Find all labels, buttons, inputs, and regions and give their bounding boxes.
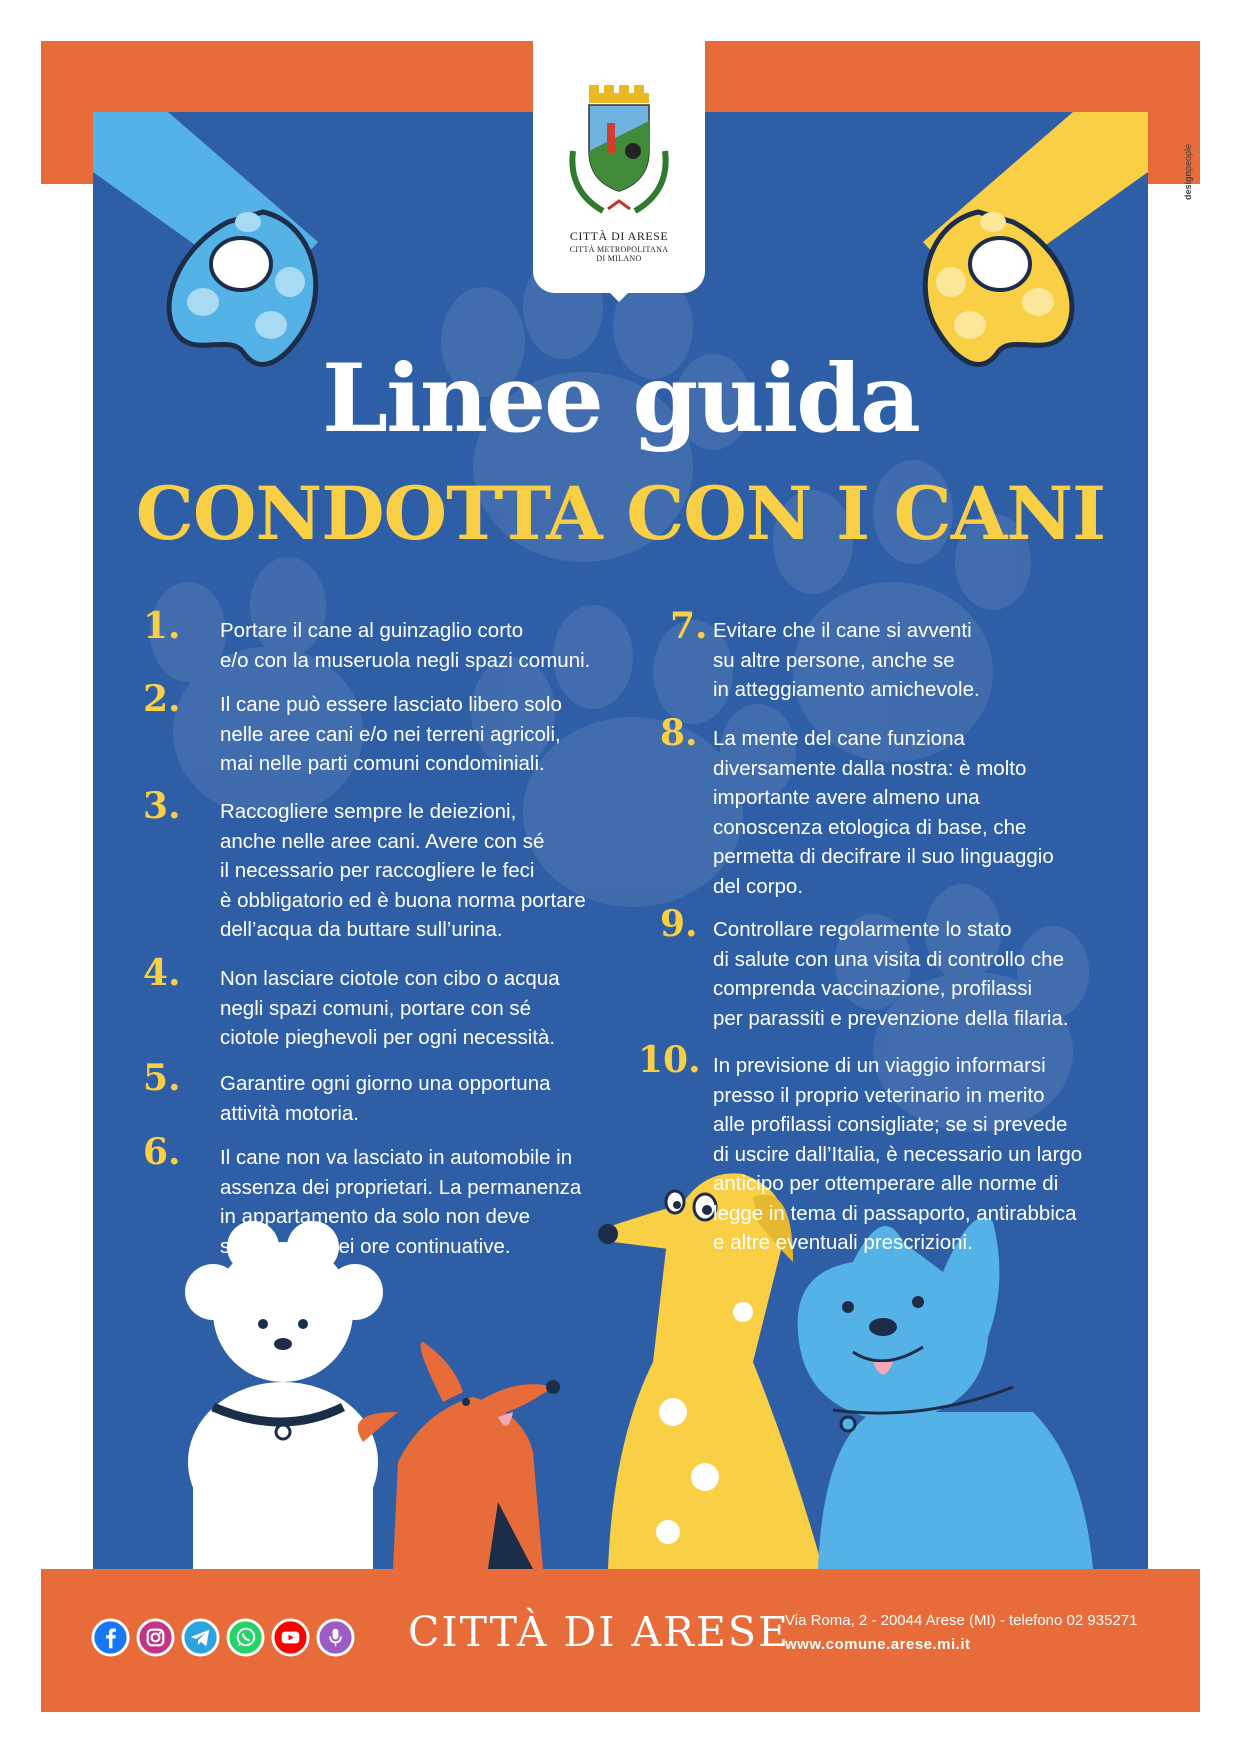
page-subtitle: CONDOTTA CON I CANI (135, 471, 1106, 557)
rule-text-9: Controllare regolarmente lo stato di salute con una visita di controllo che comprenda vaccinazione, profilassi per parassiti e prevenzione della filaria. (713, 918, 1069, 1030)
rule-number-3: 3. (143, 785, 181, 827)
footer-title: CITTÀ DI ARESE (408, 1608, 790, 1656)
rule-number-6: 6. (143, 1131, 181, 1173)
crest-name: CITTÀ DI ARESE (569, 229, 669, 243)
facebook-icon[interactable] (91, 1618, 130, 1657)
rule-number-1: 1. (143, 605, 181, 647)
rule-number-4: 4. (143, 952, 181, 994)
rule-number-8: 8. (660, 712, 698, 754)
crest-subtitle-line1: CITTÀ METROPOLITANA (569, 245, 669, 254)
rule-text-10: In previsione di un viaggio informarsi presso il proprio veterinario in merito alle profilassi consigliate; se si prevede di uscire dall’Italia, è necessario un largo anticipo per ottemperare alle norme di legge in tema di passaporto, antirabbica e altre eventuali prescrizioni. (713, 1054, 1083, 1254)
podcast-icon[interactable] (316, 1618, 355, 1657)
rule-text-5: Garantire ogni giorno una opportuna attività motoria. (220, 1072, 551, 1125)
credit-bold: design (1183, 170, 1193, 200)
whatsapp-icon[interactable] (226, 1618, 265, 1657)
orange-dog-illustration (358, 1342, 560, 1569)
rule-number-9: 9. (660, 903, 698, 945)
rule-number-7: 7. (670, 605, 708, 647)
telegram-icon[interactable] (181, 1618, 220, 1657)
rule-text-2: Il cane può essere lasciato libero solo nelle aree cani e/o nei terreni agricoli, mai nelle parti comuni condominiali. (220, 693, 562, 775)
page-title: Linee guida (322, 344, 919, 454)
crest-card-notch (607, 290, 631, 302)
rule-number-10: 10. (638, 1039, 701, 1081)
rule-text-8: La mente del cane funziona diversamente dalla nostra: è molto importante avere almeno una conoscenza etologica di base, che permetta di decifrare il suo linguaggio del corpo. (713, 727, 1054, 898)
credit-regular: people (1183, 143, 1193, 171)
footer-address: Via Roma, 2 - 20044 Arese (MI) - telefono 02 935271 (785, 1612, 1138, 1629)
instagram-icon[interactable] (136, 1618, 175, 1657)
rule-number-5: 5. (143, 1057, 181, 1099)
crest-subtitle (533, 245, 705, 263)
crest-emblem (533, 41, 705, 226)
rule-text-3: Raccogliere sempre le deiezioni, anche nelle aree cani. Avere con sé il necessario per raccogliere le feci è obbligatorio ed è buona norma portare dell’acqua da buttare sull’urina. (220, 800, 586, 941)
rule-text-7: Evitare che il cane si avventi su altre persone, anche se in atteggiamento amichevole. (713, 619, 980, 701)
footer-website-link[interactable]: www.comune.arese.mi.it (785, 1636, 971, 1653)
rule-text-4: Non lasciare ciotole con cibo o acqua negli spazi comuni, portare con sé ciotole pieghevoli per ogni necessità. (220, 967, 560, 1049)
blue-paw-illustration (93, 112, 318, 364)
crest-subtitle-line2: DI MILANO (596, 254, 642, 263)
design-credit (1183, 144, 1193, 200)
rule-text-1: Portare il cane al guinzaglio corto e/o con la museruola negli spazi comuni. (220, 619, 591, 672)
white-poodle-illustration (185, 1221, 383, 1569)
rule-text-6: Il cane non va lasciato in automobile in assenza dei proprietari. La permanenza in appartamento da solo non deve superare le sei ore continuative. (220, 1146, 582, 1258)
rule-number-2: 2. (143, 678, 181, 720)
municipal-crest-card (533, 41, 705, 293)
blue-bulldog-illustration (798, 1218, 1093, 1569)
youtube-icon[interactable] (271, 1618, 310, 1657)
yellow-paw-illustration (923, 112, 1148, 364)
